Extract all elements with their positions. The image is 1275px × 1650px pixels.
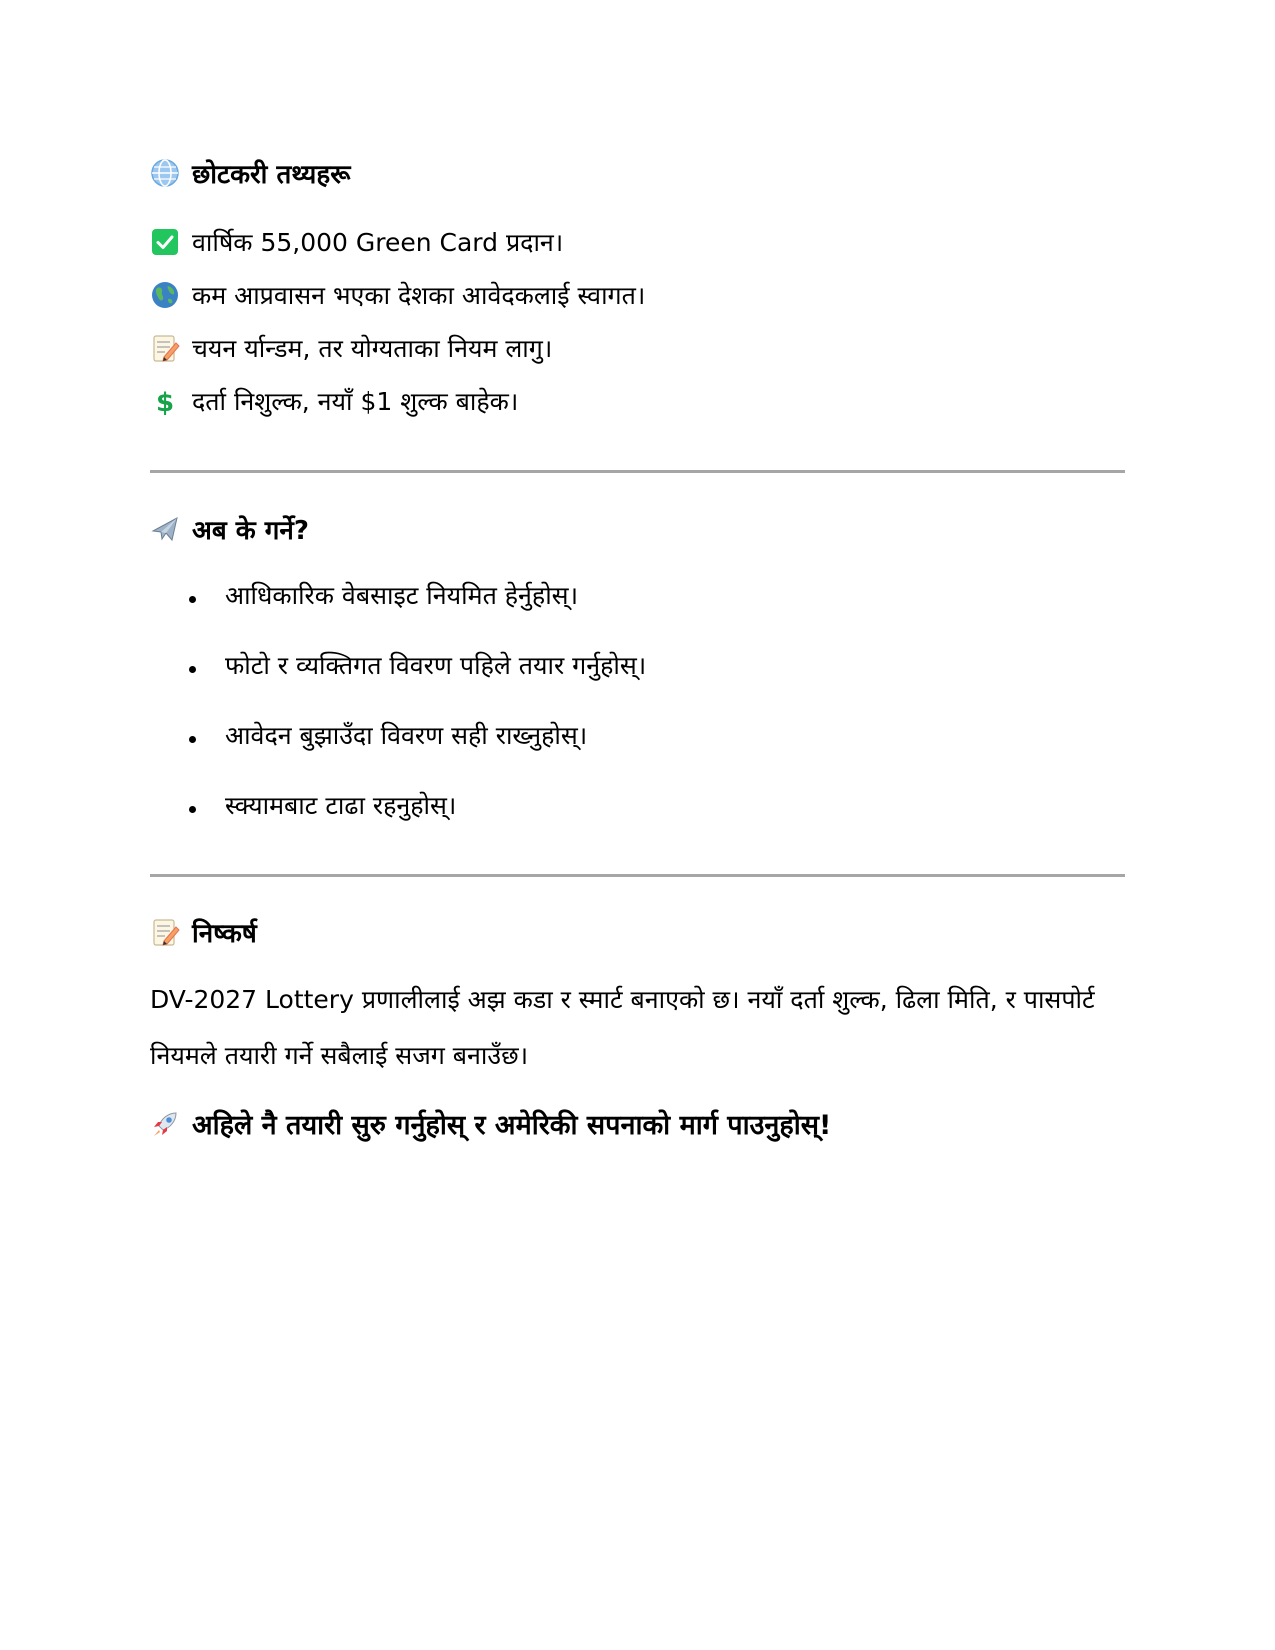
fact-item-text: कम आप्रवासन भएका देशका आवेदकलाई स्वागत। [192, 281, 646, 310]
bullet-dot [189, 736, 196, 743]
next-steps-heading [150, 511, 309, 547]
fact-item [150, 331, 552, 365]
bullet-dot [189, 666, 196, 673]
fact-item-text: चयन र्यान्डम, तर योग्यताका नियम लागु। [192, 334, 553, 363]
airplane-icon [150, 514, 180, 544]
next-steps-heading-text: अब के गर्ने? [192, 516, 309, 546]
next-step-item: आवेदन बुझाउँदा विवरण सही राख्नुहोस्। [225, 721, 588, 750]
section-divider [150, 470, 1125, 473]
dollar-sign-icon [150, 386, 180, 416]
fact-item-text: दर्ता निशुल्क, नयाँ $1 शुल्क बाहेक। [192, 387, 519, 416]
facts-heading-text: छोटकरी तथ्यहरू [192, 160, 351, 190]
facts-heading [150, 155, 350, 191]
next-step-item: स्क्यामबाट टाढा रहनुहोस्। [225, 791, 457, 820]
conclusion-heading-text: निष्कर्ष [192, 919, 257, 949]
conclusion-paragraph: DV-2027 Lottery प्रणालीलाई अझ कडा र स्मार्ट बनाएको छ। नयाँ दर्ता शुल्क, ढिला मिति, र पासपोर्ट नियमले तयारी गर्ने सबैलाई सजग बनाउँछ। [150, 985, 1095, 1070]
memo-icon [150, 917, 180, 947]
next-step-item: फोटो र व्यक्तिगत विवरण पहिले तयार गर्नुहोस्। [225, 651, 647, 680]
svg-text:$: $ [155, 388, 175, 416]
memo-icon [150, 333, 180, 363]
fact-item [150, 384, 518, 418]
conclusion-heading [150, 914, 257, 950]
rocket-icon [150, 1109, 180, 1139]
fact-item-text: वार्षिक 55,000 Green Card प्रदान। [192, 228, 564, 257]
globe-icon [150, 280, 180, 310]
call-to-action-text: अहिले नै तयारी सुरु गर्नुहोस् र अमेरिकी सपनाको मार्ग पाउनुहोस्! [192, 1110, 832, 1141]
call-to-action [150, 1105, 831, 1142]
check-mark-button-icon [150, 227, 180, 257]
bullet-dot [189, 596, 196, 603]
bullet-dot [189, 806, 196, 813]
fact-item [150, 278, 645, 312]
globe-meridians-icon [150, 158, 180, 188]
next-step-item: आधिकारिक वेबसाइट नियमित हेर्नुहोस्। [225, 581, 579, 610]
section-divider [150, 874, 1125, 877]
fact-item [150, 225, 563, 259]
